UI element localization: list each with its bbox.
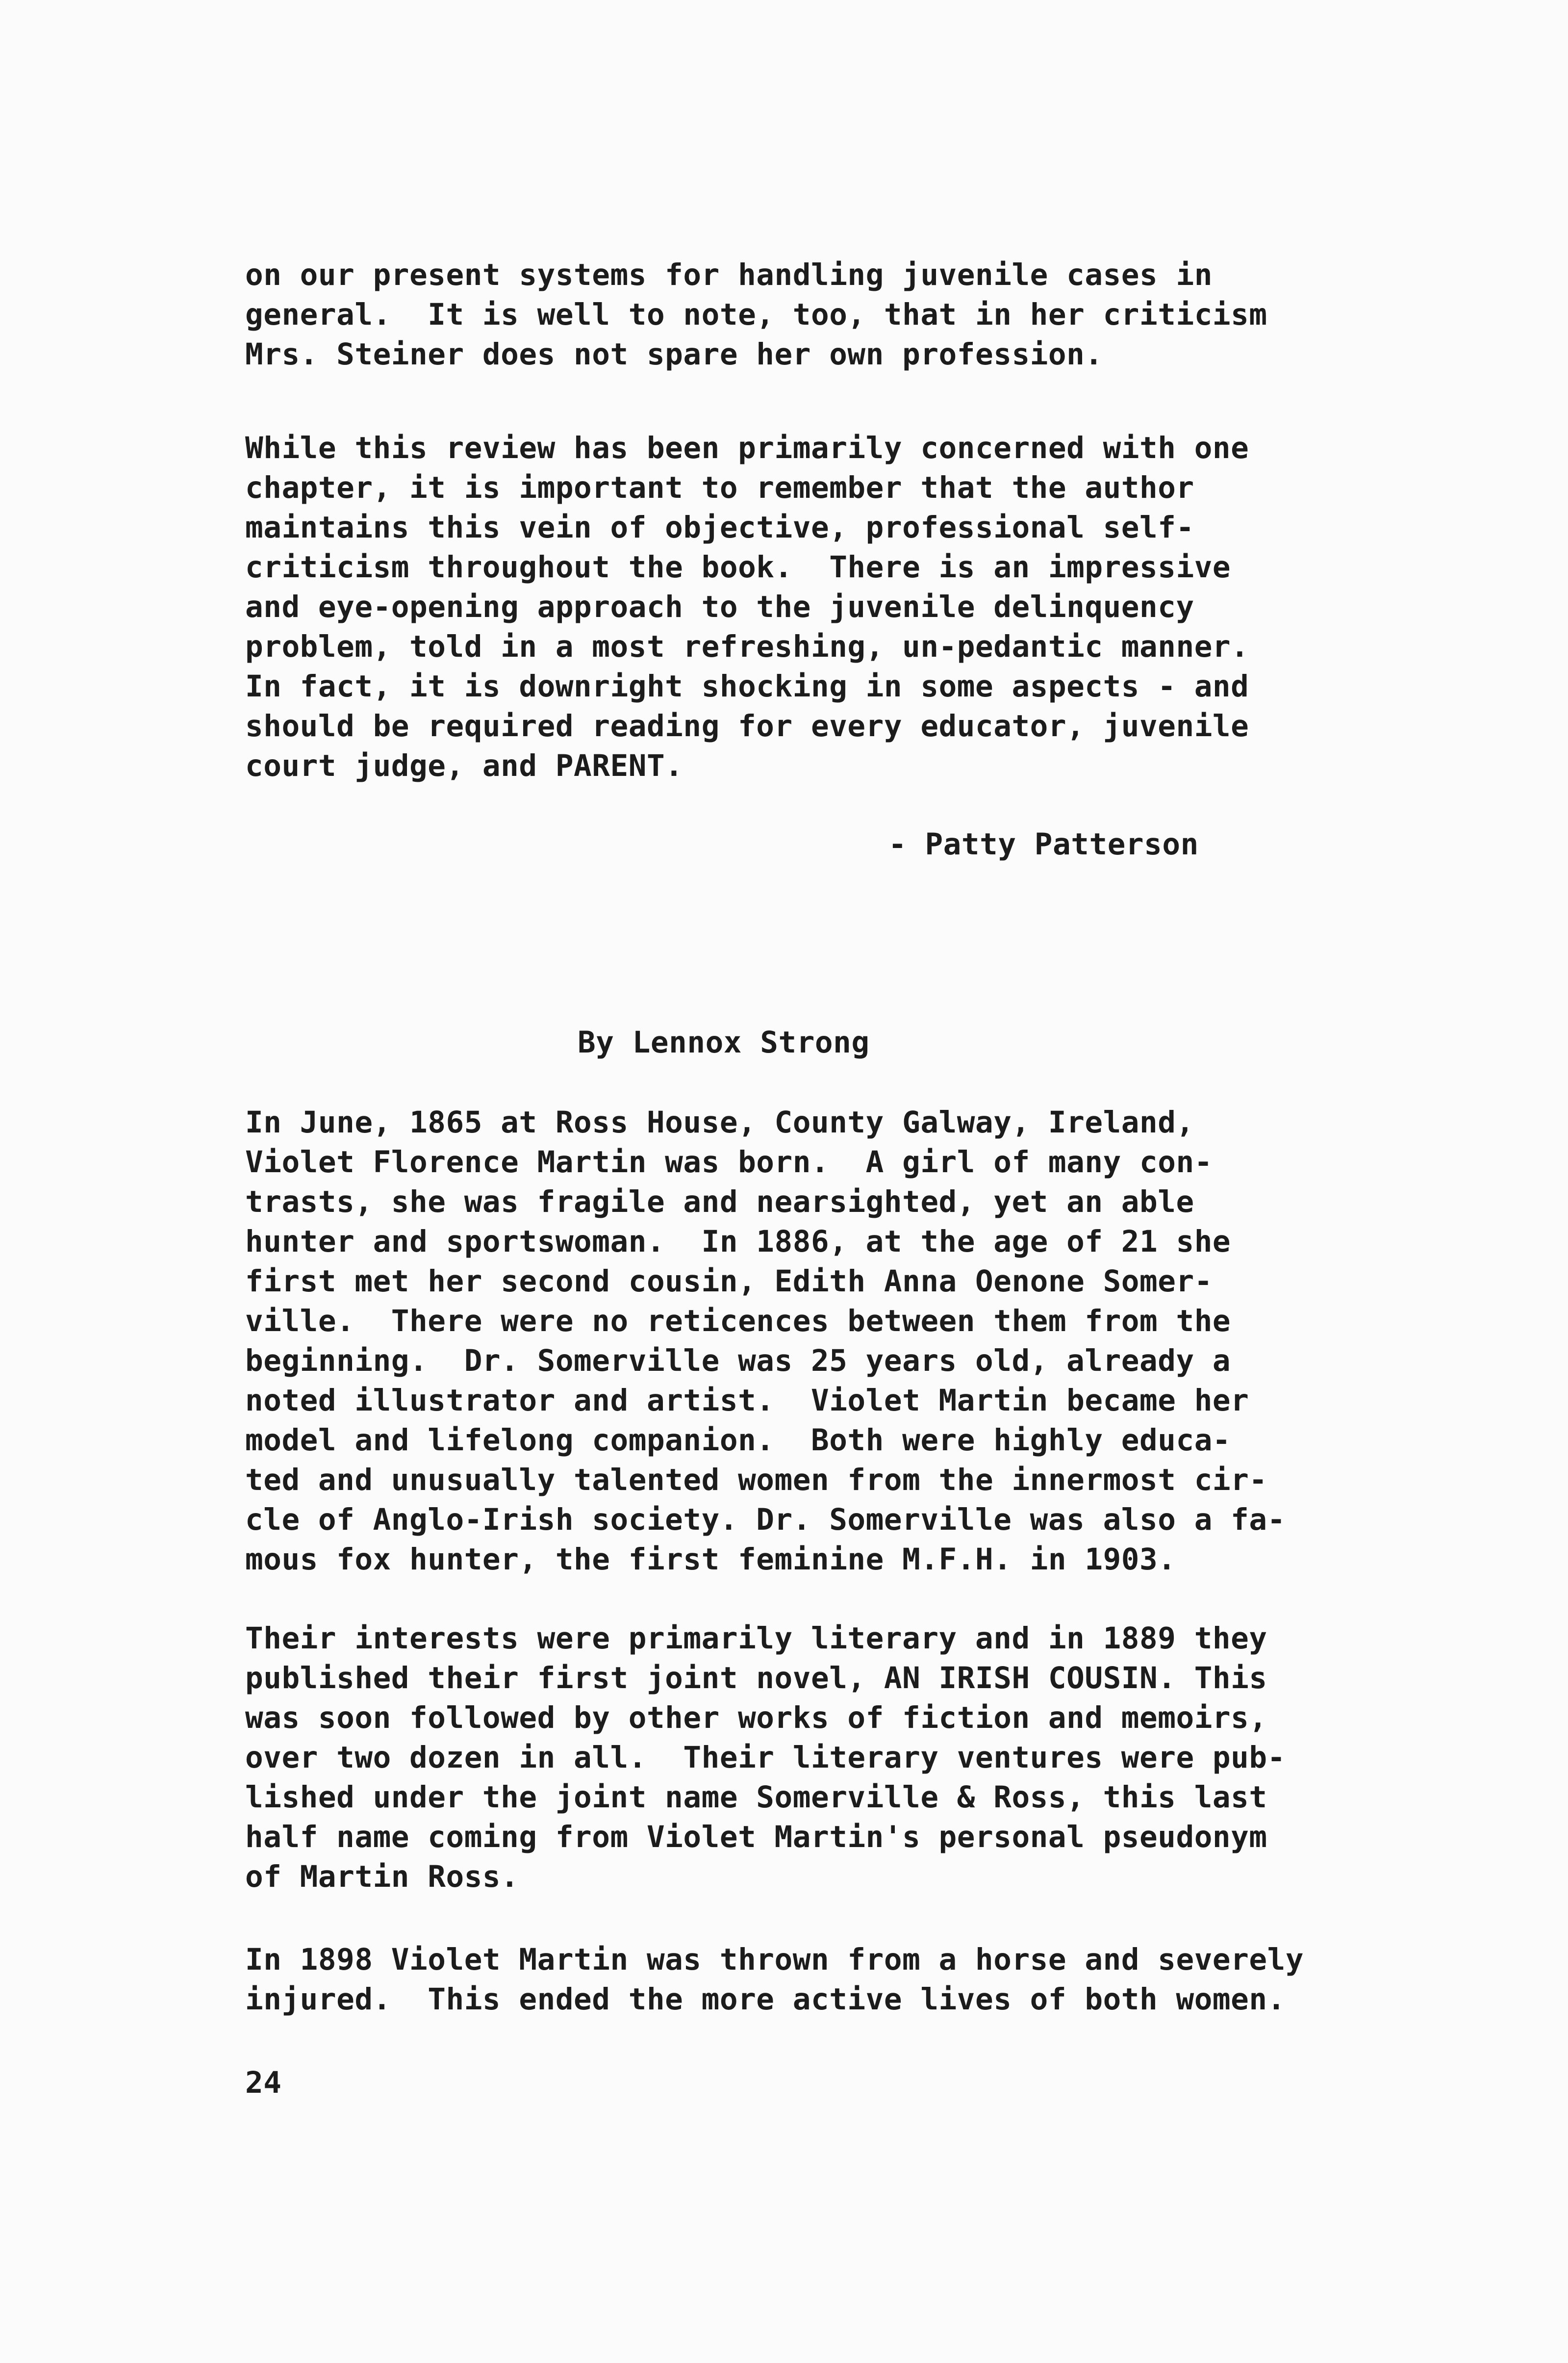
text-line: Their interests were primarily literary and in 1889 they [245, 1621, 1267, 1656]
text-line: published their first joint novel, AN IRISH COUSIN. This [245, 1661, 1267, 1695]
text-line: beginning. Dr. Somerville was 25 years old, already a [245, 1343, 1231, 1378]
text-line: injured. This ended the more active lives of both women. [245, 1982, 1286, 2017]
text-line: cle of Anglo-Irish society. Dr. Somerville was also a fa- [245, 1502, 1286, 1537]
text-line: first met her second cousin, Edith Anna Oenone Somer- [245, 1264, 1213, 1299]
text-line: model and lifelong companion. Both were highly educa- [245, 1423, 1231, 1458]
review-signature: - Patty Patterson [888, 827, 1199, 862]
text-line: In fact, it is downright shocking in some aspects - and [245, 669, 1249, 704]
text-line: Violet Florence Martin was born. A girl of many con- [245, 1145, 1213, 1180]
text-line: mous fox hunter, the first feminine M.F.H. in 1903. [245, 1542, 1176, 1577]
text-line: and eye-opening approach to the juvenile delinquency [245, 590, 1194, 624]
paragraph-review-summary [245, 428, 1249, 786]
text-line: over two dozen in all. Their literary ventures were pub- [245, 1740, 1286, 1775]
text-line: half name coming from Violet Martin's personal pseudonym [245, 1820, 1267, 1854]
text-line: problem, told in a most refreshing, un-pedantic manner. [245, 629, 1249, 664]
text-line: maintains this vein of objective, professional self- [245, 510, 1194, 545]
page-number: 24 [245, 2065, 282, 2100]
text-line: While this review has been primarily concerned with one [245, 431, 1249, 465]
article-paragraph-1 [245, 1103, 1286, 1579]
text-line: lished under the joint name Somerville & Ross, this last [245, 1780, 1267, 1815]
text-line: In 1898 Violet Martin was thrown from a horse and severely [245, 1942, 1304, 1977]
text-line: Mrs. Steiner does not spare her own profession. [245, 337, 1103, 372]
text-line: ted and unusually talented women from the innermost cir- [245, 1463, 1267, 1497]
text-line: should be required reading for every educator, juvenile [245, 709, 1249, 744]
text-line: on our present systems for handling juvenile cases in [245, 257, 1213, 292]
article-byline: By Lennox Strong [578, 1025, 870, 1060]
article-paragraph-2 [245, 1618, 1286, 1897]
text-line: of Martin Ross. [245, 1859, 519, 1894]
text-line: noted illustrator and artist. Violet Martin became her [245, 1383, 1249, 1418]
text-line: court judge, and PARENT. [245, 748, 683, 783]
text-line: hunter and sportswoman. In 1886, at the age of 21 she [245, 1224, 1231, 1259]
text-line: trasts, she was fragile and nearsighted, yet an able [245, 1184, 1194, 1219]
text-line: In June, 1865 at Ross House, County Galway, Ireland, [245, 1105, 1194, 1140]
article-paragraph-3 [245, 1940, 1304, 2019]
text-line: criticism throughout the book. There is an impressive [245, 550, 1231, 585]
text-line: general. It is well to note, too, that in her criticism [245, 297, 1267, 332]
text-line: was soon followed by other works of fiction and memoirs, [245, 1700, 1267, 1735]
paragraph-review-end [245, 255, 1267, 374]
text-line: ville. There were no reticences between them from the [245, 1304, 1231, 1338]
text-line: chapter, it is important to remember that the author [245, 470, 1194, 505]
